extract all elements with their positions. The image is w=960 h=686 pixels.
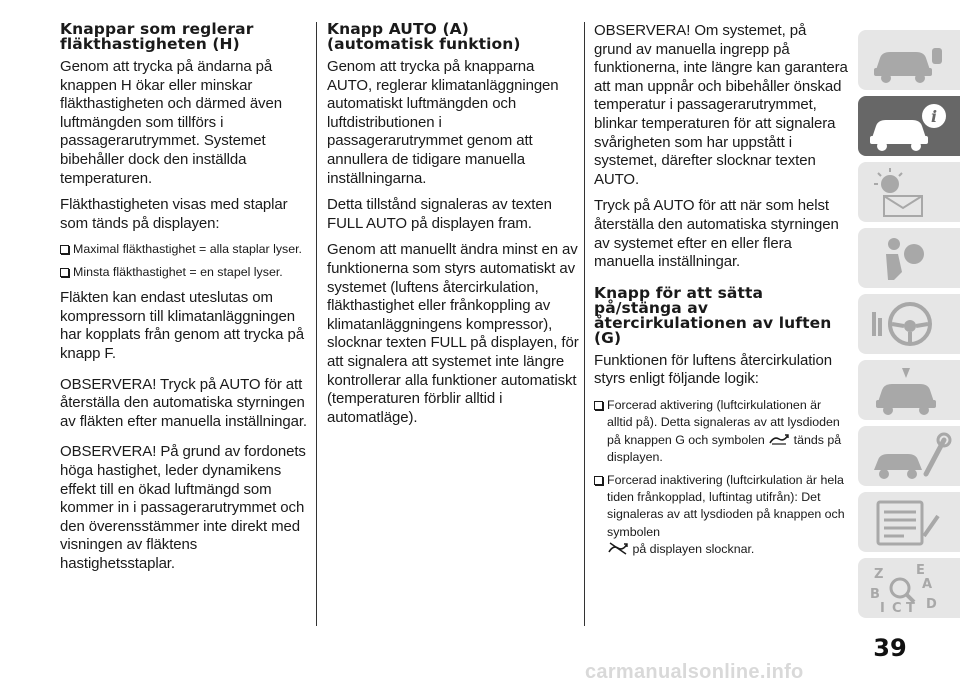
recirculation-off-icon [607,541,629,555]
list-item-text: Maximal fläkthastighet = alla staplar lyser. [73,242,302,257]
checkbox-bullet-icon [594,401,603,410]
tab-airbag[interactable] [858,228,960,288]
paragraph: Genom att manuellt ändra minst en av funktionerna som styrs automatiskt av systemet (luftens återcirkulation, fläkthastighet eller frånkoppling av klimatanläggningens kompressor), slocknar texten FULL på displayen, för att signalera att systemet inte längre kontrollerar alla funktioner automatiskt (temperaturen förblir alltid i automatläge). [327,241,579,426]
column-divider [316,22,317,626]
section-heading-auto-button: Knapp AUTO (A) (automatisk funktion) [327,20,521,53]
note-paragraph: OBSERVERA! Tryck på AUTO för att återställa den automatiska styrningen av fläkten efter manuella inställningar. [60,375,307,430]
warning-lights-icon [864,166,952,218]
svg-text:I: I [880,601,885,614]
note-paragraph: OBSERVERA! Om systemet, på grund av manuella ingrepp på funktionerna, inte längre kan garantera att man uppnår och bibehåller önskad temperatur i passagerarutrymmet, blinkar temperaturen för att signalera svårigheten som har uppstått i systemet, därefter slocknar texten AUTO. [594,22,848,188]
tab-car-info[interactable] [858,96,960,156]
tab-breakdown[interactable] [858,360,960,420]
column-1 [60,22,312,581]
checkbox-bullet-icon [60,245,69,254]
svg-text:A: A [922,577,933,592]
list-item [594,397,848,467]
checkbox-bullet-icon [60,268,69,277]
paragraph: Genom att trycka på ändarna på knappen H ökar eller minskar fläkthastigheten och därmed även luftmängden som tillförs i passagerarutrymmet. Systemet bibehåller dock den inställda temperaturen. [60,58,282,187]
paragraph: Fläkten kan endast uteslutas om kompressorn till klimatanläggningen har kopplats från genom att trycka på knapp F. [60,289,304,362]
svg-text:E: E [916,563,925,578]
list-item-text: Minsta fläkthastighet = en stapel lyser. [73,264,283,279]
list-item [60,264,312,281]
page-number: 39 [873,634,907,662]
alphabetical-index-icon [864,562,952,614]
column-2 [327,22,579,435]
technical-data-icon [864,496,952,548]
list-item-text: tänds på displayen. [607,432,842,465]
steering-wheel-icon [864,298,952,350]
tab-car-key[interactable] [858,30,960,90]
column-3 [594,22,848,564]
recirculation-icon [768,432,790,446]
wrench-maintenance-icon [864,430,952,482]
paragraph: Funktionen för luftens återcirkulation styrs enligt följande logik: [594,351,832,388]
svg-text:T: T [906,601,915,614]
svg-text:D: D [926,597,937,612]
tab-warning-lights[interactable] [858,162,960,222]
paragraph: Detta tillstånd signaleras av texten FULL AUTO på displayen fram. [327,196,552,232]
list-item-text: Forcerad aktivering (luftcirkulationen är alltid på). Detta signaleras av att lysdioden på knappen G och symbolen [607,397,840,447]
svg-text:B: B [870,587,880,602]
tab-maintenance[interactable] [858,426,960,486]
airbag-icon [864,232,952,284]
car-breakdown-icon [864,364,952,416]
list-item-text: på displayen slocknar. [632,542,755,557]
checkbox-bullet-icon [594,476,603,485]
tab-alphabetical-index[interactable] [858,558,960,618]
paragraph: Genom att trycka på knapparna AUTO, reglerar klimatanläggningen automatiskt luftmängden och luftdistributionen i passagerarutrymmet genom att annullera de tidigare manuella inställningarna. [327,58,559,187]
column-divider [584,22,585,626]
svg-text:C: C [892,601,902,614]
car-info-icon [864,100,952,152]
list-item [60,241,312,258]
list-item-text: Forcerad inaktivering (luftcirkulation är hela tiden frånkopplad, luftintag utifrån): Det signaleras av att lysdioden på knappen och symbolen [607,472,845,539]
svg-text:i: i [930,107,938,126]
tab-steering-wheel[interactable] [858,294,960,354]
svg-text:Z: Z [874,567,884,582]
paragraph: Tryck på AUTO för att när som helst återställa den automatiska styrningen av systemet efter en eller flera manuella inställningar. [594,197,839,271]
list-item [594,472,848,559]
car-key-icon [864,34,952,86]
tab-technical-data[interactable] [858,492,960,552]
section-heading-fan-speed: Knappar som reglerar fläkthastigheten (H) [60,20,254,53]
paragraph: Fläkthastigheten visas med staplar som tänds på displayen: [60,196,288,232]
section-heading-recirculation: Knapp för att sätta på/stänga av återcirkulationen av luften (G) [594,283,832,347]
watermark: carmanualsonline.info [585,661,804,683]
note-paragraph: OBSERVERA! På grund av fordonets höga hastighet, leder dynamikens effekt till en ökad luftmängd som kommer in i passagerarutrymmet och den överensstämmer inte direkt med visningen av fläktens hastighetsstaplar. [60,443,306,572]
